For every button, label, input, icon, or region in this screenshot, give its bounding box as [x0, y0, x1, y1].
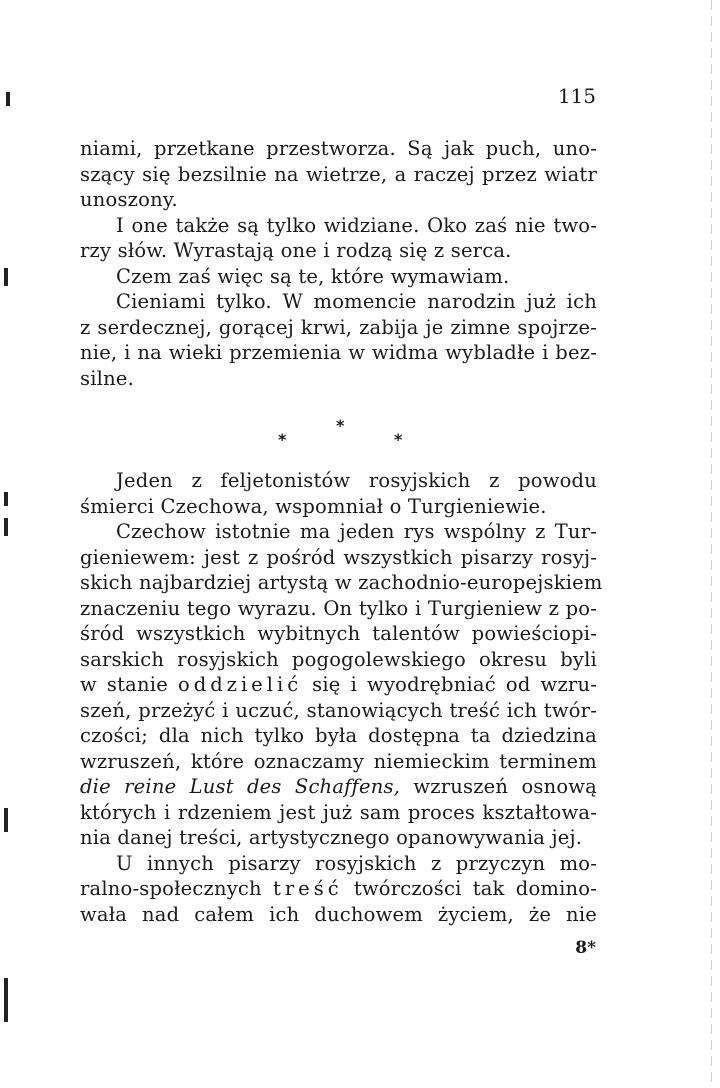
text-line	[80, 876, 597, 902]
text-line: niami, przetkane przestworza. Są jak puch, uno-	[80, 137, 597, 160]
text-line: Czem zaś więc są te, które wymawiam.	[116, 264, 510, 288]
text-line: śmierci Czechowa, wspomniał o Turgieniewie.	[80, 494, 547, 518]
text-run: wzruszeń osnową	[400, 775, 598, 798]
section-break-asterism	[0, 416, 720, 456]
text-line: nie, i na wieki przemienia w widma wybladłe i bez-	[80, 341, 597, 364]
text-line	[80, 774, 597, 800]
text-line: z serdecznej, gorącej krwi, zabija je zimne spojrze-	[80, 315, 597, 339]
text-run: ralno-społecznych	[80, 877, 273, 900]
text-line: gieniewem: jest z pośród wszystkich pisarzy rosyj-	[80, 545, 597, 569]
text-line: szeń, przeżyć i uczuć, stanowiących treść ich twór-	[80, 698, 597, 722]
margin-mark	[4, 978, 8, 1022]
asterisk-top: *	[336, 416, 345, 435]
page-edge-shadow	[711, 0, 712, 1088]
text-run: w stanie	[80, 673, 178, 696]
text-line: czości; dla nich tylko była dostępna ta dziedzina	[80, 724, 597, 747]
page-number: 115	[557, 84, 596, 108]
text-line: znaczeniu tego wyrazu. On tylko i Turgieniew z po-	[80, 596, 597, 620]
paragraph-block-bottom	[80, 468, 603, 927]
text-run: twórczości tak domino-	[342, 877, 597, 900]
text-line: wzruszeń, które oznaczamy niemieckim terminem	[80, 749, 597, 773]
text-line	[80, 672, 597, 698]
text-line: unoszony.	[80, 188, 178, 211]
text-line: sarskich rosyjskich pogogolewskiego okresu byli	[80, 647, 597, 671]
printer-signature: 8*	[575, 938, 596, 958]
margin-mark	[4, 492, 8, 506]
text-line: Jeden z feljetonistów rosyjskich z powodu	[116, 469, 597, 492]
spaced-emphasis: oddzielić	[177, 673, 303, 696]
margin-mark	[4, 518, 8, 536]
asterisk-right: *	[394, 430, 403, 449]
text-line: I one także są tylko widziane. Oko zaś nie two-	[116, 213, 597, 237]
text-line: Czechow istotnie ma jeden rys wspólny z Tur-	[116, 520, 597, 543]
asterisk-left: *	[278, 430, 287, 449]
margin-mark	[4, 268, 8, 286]
text-line: których i rdzeniem jest już sam proces kształtowa-	[80, 800, 597, 824]
text-line: wała nad całem ich duchowem życiem, że nie	[80, 902, 597, 926]
paragraph-block-top	[80, 136, 597, 391]
text-line: U innych pisarzy rosyjskich z przyczyn mo-	[116, 851, 597, 875]
text-line: śród wszystkich wybitnych talentów powieściopi-	[80, 622, 597, 645]
margin-mark	[4, 808, 8, 832]
spaced-emphasis: treść	[273, 877, 343, 900]
text-run: się i wyodrębniać od wzru-	[302, 673, 597, 696]
text-line: nia danej treści, artystycznego opanowywania jej.	[80, 826, 583, 849]
text-line: Cieniami tylko. W momencie narodzin już ich	[116, 290, 597, 313]
text-line: skich najbardziej artystą w zachodnio-europejskiem	[80, 571, 603, 594]
text-line: szący się bezsilnie na wietrze, a raczej przez wiatr	[80, 162, 597, 186]
italic-phrase: die reine Lust des Schaffens,	[80, 775, 401, 798]
text-line: silne.	[80, 366, 134, 390]
text-line: rzy słów. Wyrastają one i rodzą się z serca.	[80, 239, 512, 262]
margin-mark	[6, 92, 10, 106]
